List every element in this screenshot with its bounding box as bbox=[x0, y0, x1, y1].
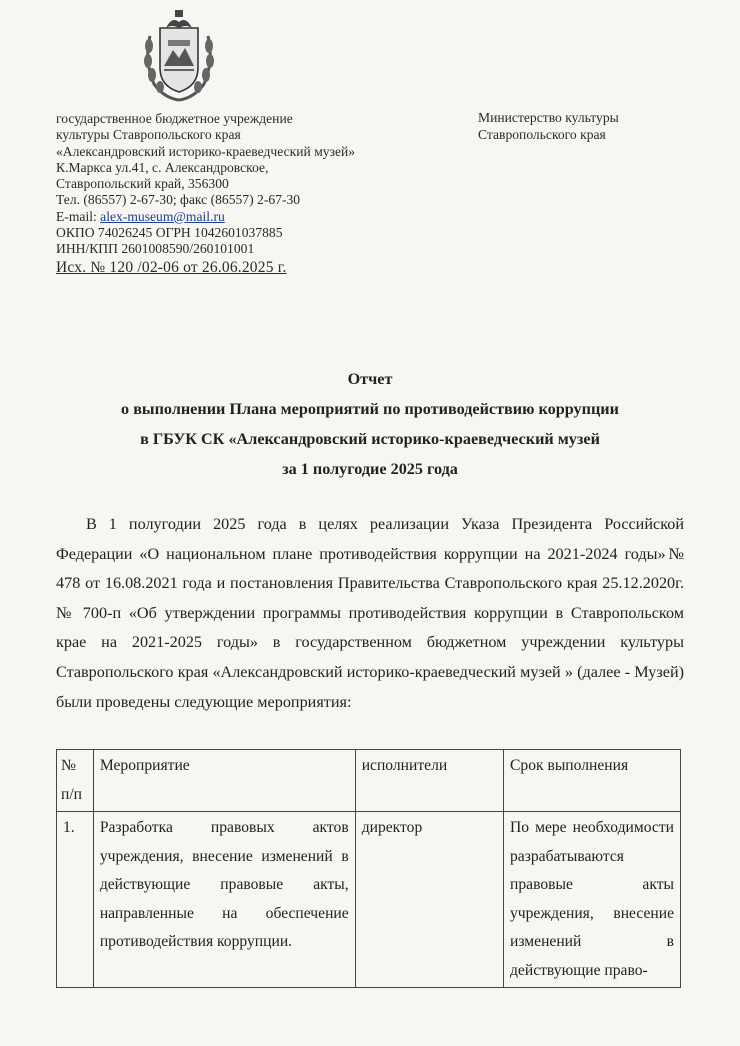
sender-line: культуры Ставропольского края bbox=[56, 127, 241, 143]
recipient-line: Ставропольского края bbox=[478, 127, 606, 142]
header-event: Мероприятие bbox=[93, 750, 355, 812]
sender-codes-line: ОКПО 74026245 ОГРН 1042601037885 bbox=[56, 225, 283, 241]
sender-line: К.Маркса ул.41, с. Александровское, bbox=[56, 159, 269, 175]
header-executors: исполнители bbox=[355, 750, 503, 812]
cell-executors: директор bbox=[355, 812, 503, 988]
sender-codes-line: ИНН/КПП 2601008590/260101001 bbox=[56, 241, 255, 257]
email-label: E-mail: bbox=[56, 208, 101, 224]
title-line: в ГБУК СК «Александровский историко-краеведческий музей bbox=[140, 430, 600, 448]
report-title bbox=[60, 364, 680, 484]
email-line bbox=[56, 209, 355, 225]
cell-deadline: По мере необходимости разрабатываются правовые акты учреждения, внесение изменений в действующие право- bbox=[504, 812, 681, 988]
sender-line: государственное бюджетное учреждение bbox=[56, 111, 293, 126]
title-line: за 1 полугодие 2025 года bbox=[282, 460, 458, 478]
sender-line: Ставропольский край, 356300 bbox=[56, 176, 229, 192]
title-line: Отчет bbox=[347, 370, 393, 388]
outgoing-number: Исх. № 120 /02-06 от 26.06.2025 г. bbox=[56, 258, 287, 276]
email-link[interactable]: alex-museum@mail.ru bbox=[100, 208, 225, 224]
sender-line: Тел. (86557) 2-67-30; факс (86557) 2-67-30 bbox=[56, 192, 301, 208]
coat-of-arms-emblem bbox=[140, 6, 218, 102]
sender-block bbox=[56, 111, 355, 278]
title-line: о выполнении Плана мероприятий по противодействию коррупции bbox=[121, 400, 619, 418]
intro-paragraph: В 1 полугодии 2025 года в целях реализации Указа Президента Российской Федерации «О национальном плане противодействия коррупции на 2021-2024 годы»№ 478 от 16.08.2021 года и постановления Правительства Ставропольского края 25.12.2020г. № 700-п «Об утверждении программы противодействия коррупции в Ставропольском крае на 2021-2025 годы» в государственном бюджетном учреждении культуры Ставропольского края «Александровский историко-краеведческий музей » (далее - Музей) были проведены следующие мероприятия: bbox=[56, 515, 684, 711]
recipient-block bbox=[478, 109, 619, 143]
header-deadline: Срок выполнения bbox=[504, 750, 681, 812]
cell-num: 1. bbox=[57, 812, 94, 988]
sender-line: «Александровский историко-краеведческий музей» bbox=[56, 143, 356, 159]
table-header-row bbox=[57, 750, 681, 812]
plan-table bbox=[56, 749, 681, 988]
table-row bbox=[57, 812, 681, 988]
recipient-line: Министерство культуры bbox=[478, 110, 619, 125]
cell-event: Разработка правовых актов учреждения, внесение изменений в действующие правовые акты, направленные на обеспечение противодействия коррупции. bbox=[93, 812, 355, 988]
header-num: № п/п bbox=[57, 750, 94, 812]
